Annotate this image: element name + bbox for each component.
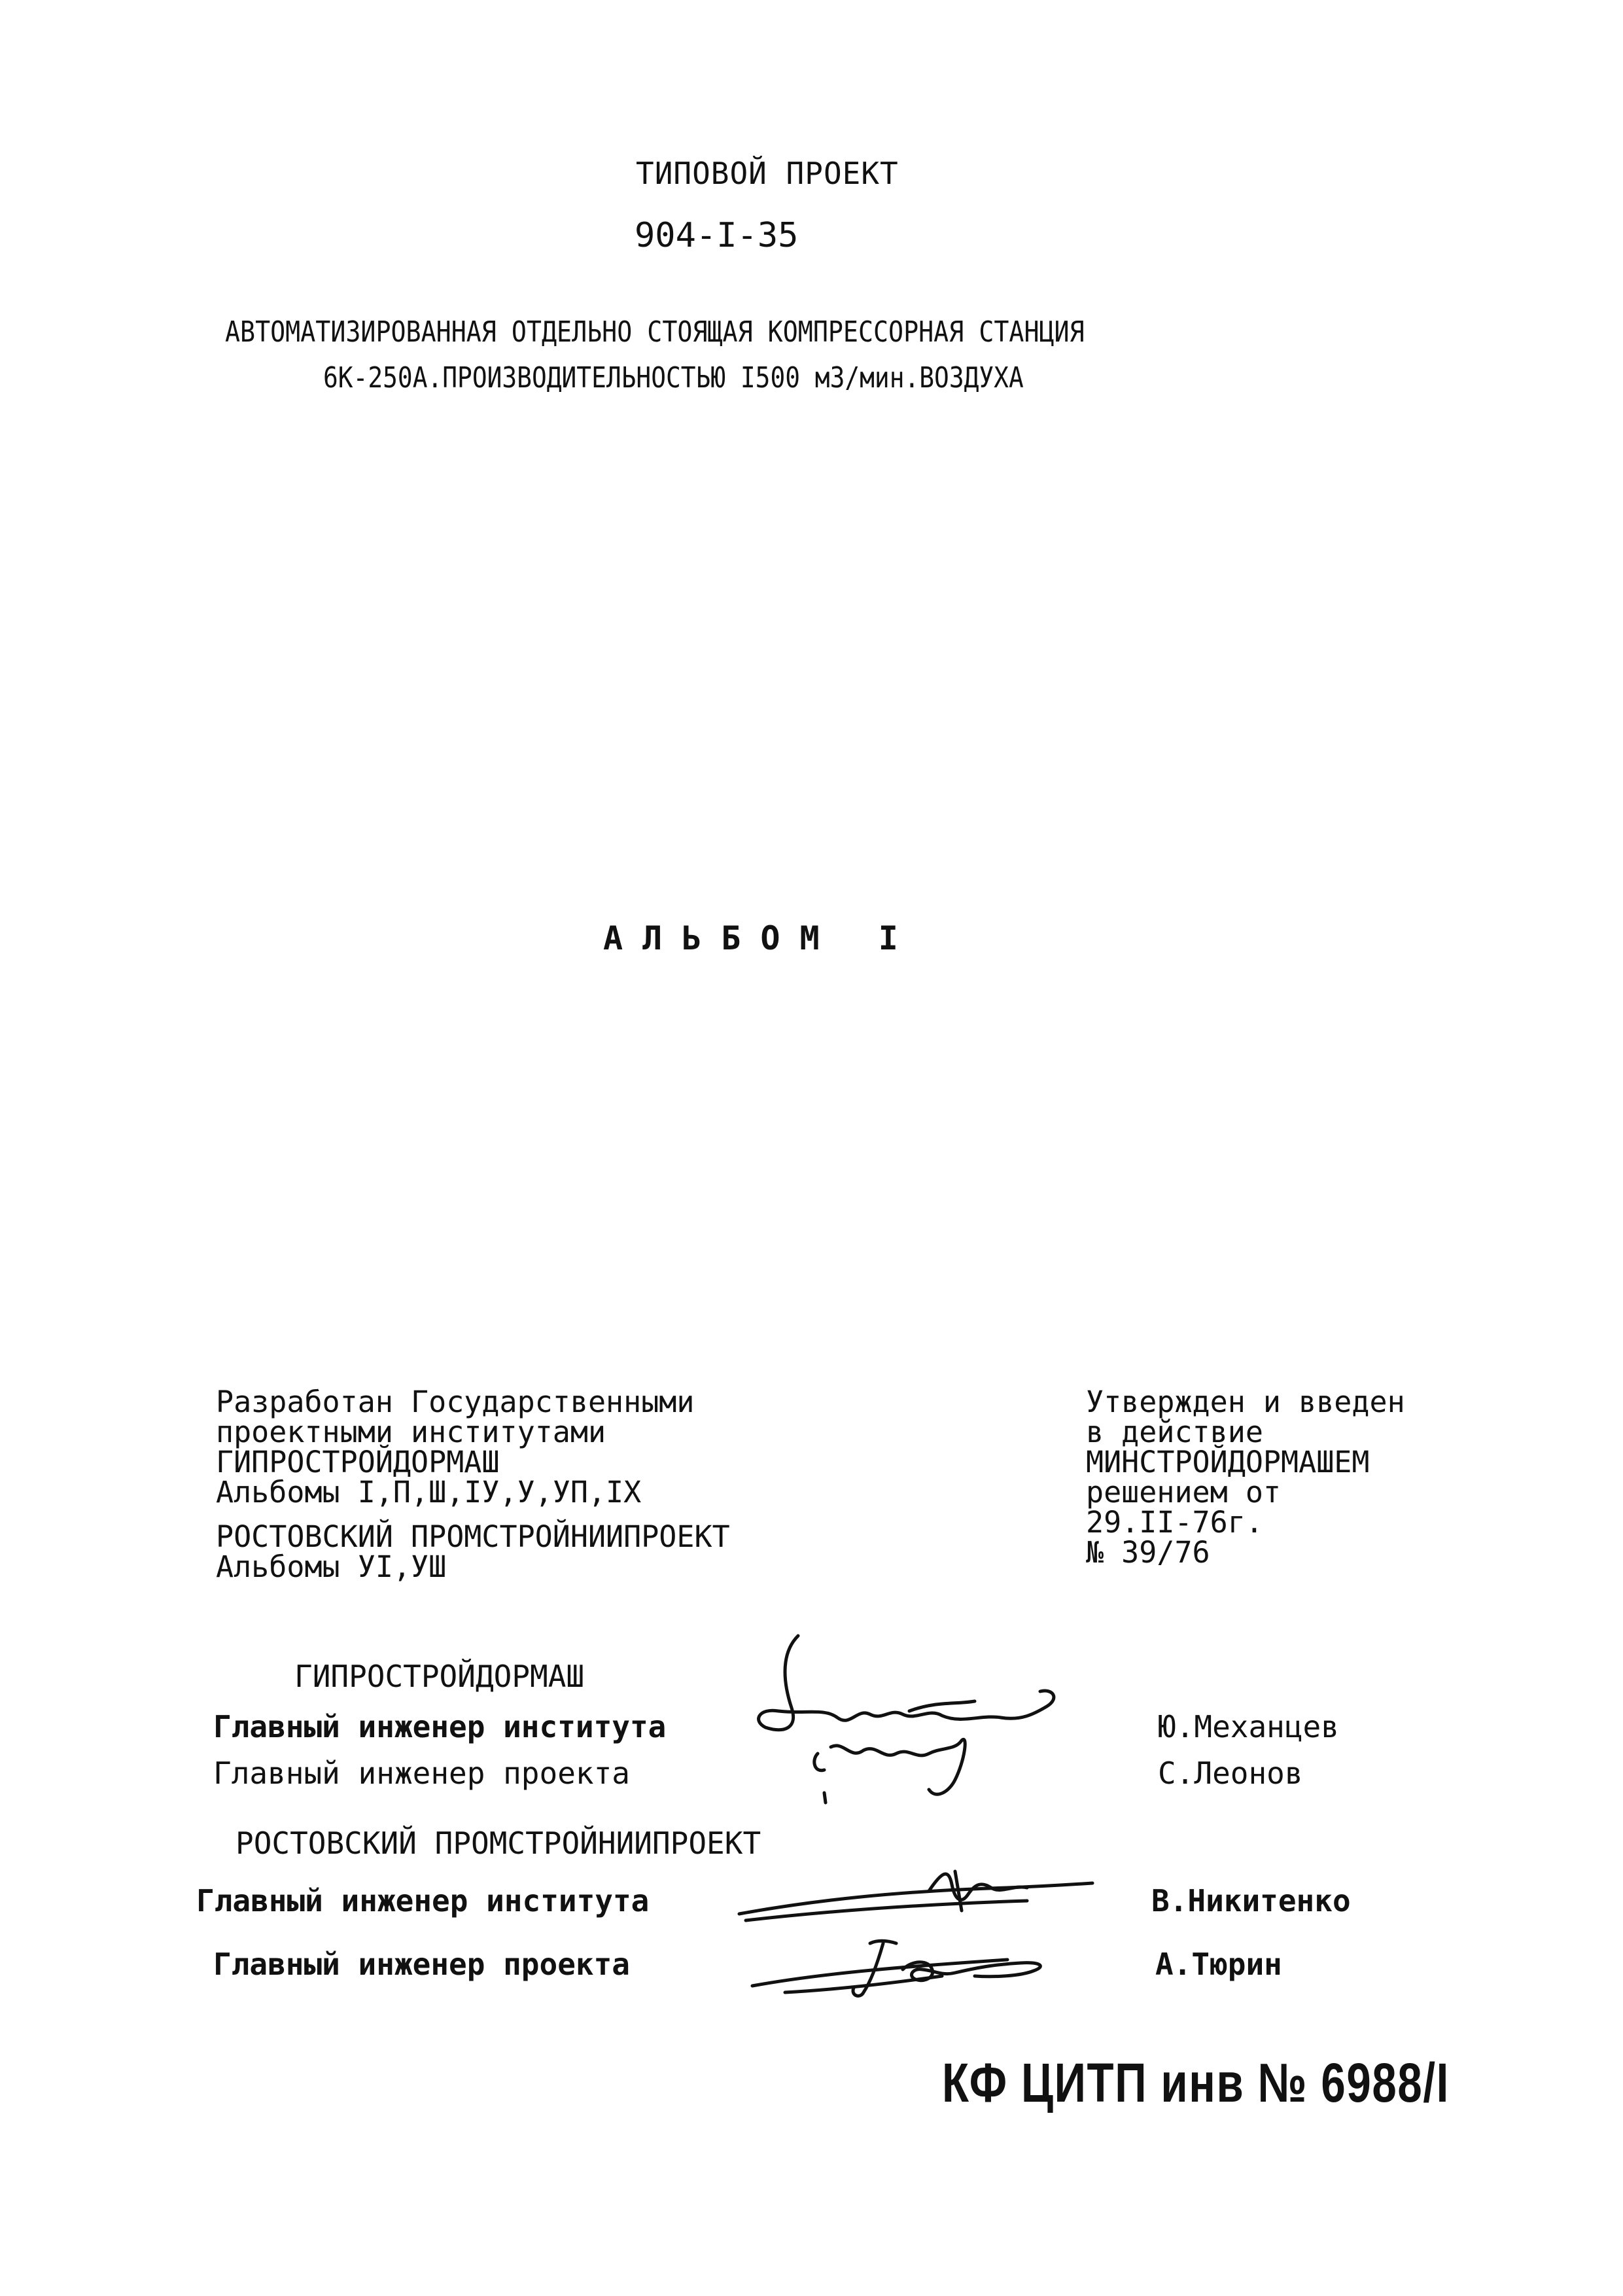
developed-line: проектными институтами [216,1415,606,1449]
project-title-line2: 6К-250А.ПРОИЗВОДИТЕЛЬНОСТЬЮ I500 м3/мин.ВОЗДУХА [323,361,1024,395]
org2-name-chief-institute: В.Никитенко [1151,1883,1351,1918]
org1-name-chief-institute: Ю.Механцев [1158,1709,1339,1744]
developed-line: РОСТОВСКИЙ ПРОМСТРОЙНИИПРОЕКТ [216,1519,730,1554]
org2-role-chief-project: Главный инженер проекта [213,1947,630,1982]
org2-title: РОСТОВСКИЙ ПРОМСТРОЙНИИПРОЕКТ [236,1826,761,1861]
developed-line: Разработан Государственными [216,1385,695,1419]
org2-role-chief-institute: Главный инженер института [196,1883,650,1918]
approved-line: решением от [1086,1475,1282,1510]
org1-role-chief-project: Главный инженер проекта [213,1756,630,1791]
project-number: 904-I-35 [635,216,799,255]
inventory-stamp: КФ ЦИТП инв № 6988/I [942,2052,1450,2113]
developed-line: Альбомы I,П,Ш,IУ,У,УП,IX [216,1475,642,1510]
approved-line: Утвержден и введен [1086,1385,1405,1419]
approved-line: МИНСТРОЙДОРМАШЕМ [1086,1445,1370,1479]
project-type-label: ТИПОВОЙ ПРОЕКТ [636,156,899,191]
approved-line: 29.II-76г. [1086,1505,1263,1540]
album-title: АЛЬБОМ I [603,919,918,957]
approved-line: № 39/76 [1086,1535,1210,1570]
signature-nikitenko [733,1865,1099,1937]
developed-line: ГИПРОСТРОЙДОРМАШ [216,1445,500,1479]
org1-title: ГИПРОСТРОЙДОРМАШ [294,1659,585,1694]
developed-block [216,1387,730,1582]
approved-line: в действие [1086,1415,1263,1449]
approved-block [1086,1387,1405,1568]
org1-name-chief-project: С.Леонов [1158,1756,1303,1791]
signature-tyurin [746,1930,1073,2015]
org1-role-chief-institute: Главный инженер института [213,1709,667,1744]
project-title-line1: АВТОМАТИЗИРОВАННАЯ ОТДЕЛЬНО СТОЯЩАЯ КОМПРЕССОРНАЯ СТАНЦИЯ [225,315,1085,349]
signature-leonov [805,1714,1001,1819]
developed-line: Альбомы УI,УШ [216,1549,447,1584]
org2-name-chief-project: А.Тюрин [1155,1947,1282,1982]
